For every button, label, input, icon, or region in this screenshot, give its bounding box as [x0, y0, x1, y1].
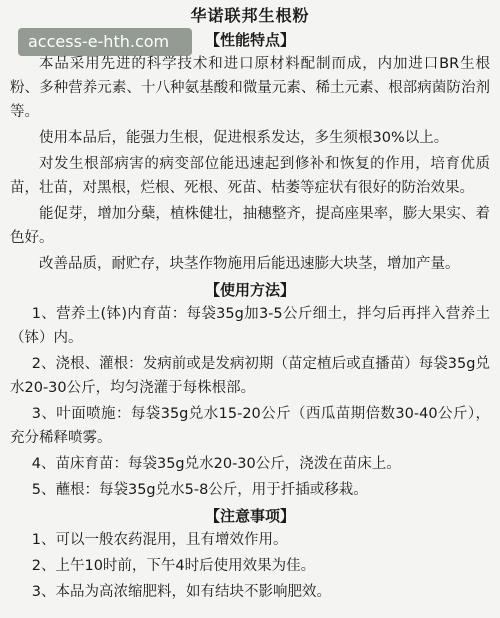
usage-item-5: 5、蘸根：每袋35g兑水5-8公斤，用于扦插或移栽。 — [31, 482, 368, 498]
usage-item-3: 3、叶面喷施：每袋35g兑水15-20公斤（西瓜苗期倍数30-40公斤），充分稀释喷雾。 — [10, 406, 490, 446]
notes-item-2: 2、上午10时前，下午4时后使用效果为佳。 — [31, 558, 316, 574]
features-paragraph-5: 改善品质，耐贮存，块茎作物施用后能迅速膨大块茎，增加产量。 — [39, 256, 460, 272]
section-heading-notes: 【注意事项】 — [204, 507, 295, 525]
features-paragraph-1: 本品采用先进的科学技术和进口原材料配制而成，内加进口BR生根粉、多种营养元素、十八种氨基酸和微量元素、稀土元素、根部病菌防治剂等。 — [10, 56, 490, 120]
section-heading-usage: 【使用方法】 — [204, 281, 295, 299]
usage-item-1: 1、营养土(钵)内育苗：每袋35g加3-5公斤细土，拌匀后再拌入营养土（钵）内。 — [10, 306, 490, 346]
section-heading-features: 【性能特点】 — [204, 31, 295, 49]
features-paragraph-4: 能促芽，增加分蘖，植株健壮，抽穗整齐，提高座果率，膨大果实、着色好。 — [10, 206, 490, 246]
watermark-overlay: access-e-hth.com — [18, 28, 192, 56]
notes-item-1: 1、可以一般农药混用，且有增效作用。 — [31, 532, 288, 548]
document-title: 华诺联邦生根粉 — [190, 6, 310, 25]
usage-item-2: 2、浇根、灌根：发病前或是发病初期（苗定植后或直播苗）每袋35g兑水20-30公斤，均匀浇灌于每株根部。 — [10, 356, 490, 396]
features-paragraph-3: 对发生根部病害的病变部位能迅速起到修补和恢复的作用，培育优质苗，壮苗，对黑根，烂根、死根、死苗、枯萎等症状有很好的防治效果。 — [10, 156, 490, 196]
usage-item-4: 4、苗床育苗：每袋35g兑水20-30公斤，浇泼在苗床上。 — [31, 456, 401, 472]
notes-item-3: 3、本品为高浓缩肥料，如有结块不影响肥效。 — [31, 584, 331, 600]
features-paragraph-2: 使用本品后，能强力生根，促进根系发达，多生须根30%以上。 — [39, 130, 449, 146]
